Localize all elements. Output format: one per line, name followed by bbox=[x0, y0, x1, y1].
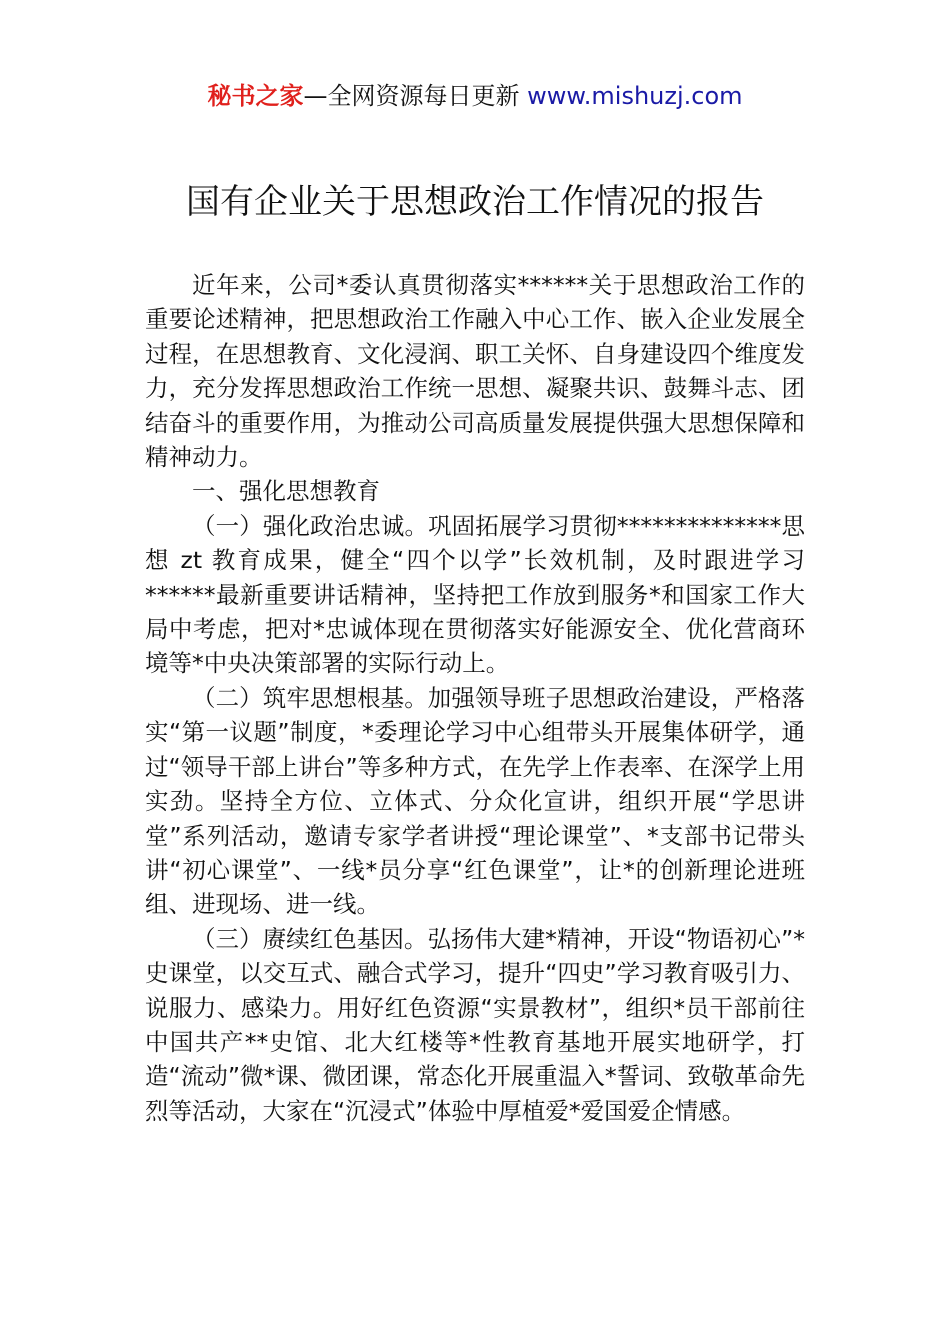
document-title: 国有企业关于思想政治工作情况的报告 bbox=[186, 182, 764, 222]
site-header bbox=[0, 80, 950, 112]
body-paragraph: （三）赓续红色基因。弘扬伟大建*精神，开设“物语初心”*史课堂，以交互式、融合式学习，提升“四史”学习教育吸引力、说服力、感染力。用好红色资源“实景教材”，组织*员干部前往中国共产**史馆、北大红楼等*性教育基地开展实地研学，打造“流动”微*课、微团课，常态化开展重温入*誓词、致敬革命先烈等活动，大家在“沉浸式”体验中厚植爱*爱国爱企情感。 bbox=[145, 924, 805, 1125]
header-tagline: —全网资源每日更新 bbox=[303, 82, 528, 110]
body-paragraph: （二）筑牢思想根基。加强领导班子思想政治建设，严格落实“第一议题”制度，*委理论学习中心组带头开展集体研学，通过“领导干部上讲台”等多种方式，在先学上作表率、在深学上用实劲。坚持全方位、立体式、分众化宣讲，组织开展“学思讲堂”系列活动，邀请专家学者讲授“理论课堂”、*支部书记带头讲“初心课堂”、一线*员分享“红色课堂”，让*的创新理论进班组、进现场、进一线。 bbox=[145, 683, 805, 919]
brand-name: 秘书之家 bbox=[207, 82, 304, 110]
section-heading: 一、强化思想教育 bbox=[192, 477, 380, 506]
body-paragraph: （一）强化政治忠诚。巩固拓展学习贯彻**************思想 zt 教育成果，健全“四个以学”长效机制，及时跟进学习******最新重要讲话精神，坚持把工作放到服务*和国家工作大局中考虑，把对*忠诚体现在贯彻落实好能源安全、优化营商环境等*中央决策部署的实际行动上。 bbox=[145, 511, 805, 678]
site-url: www.mishuzj.com bbox=[527, 82, 743, 110]
document-body bbox=[145, 268, 805, 1128]
intro-paragraph: 近年来，公司*委认真贯彻落实******关于思想政治工作的重要论述精神，把思想政治工作融入中心工作、嵌入企业发展全过程，在思想教育、文化浸润、职工关怀、自身建设四个维度发力，充分发挥思想政治工作统一思想、凝聚共识、鼓舞斗志、团结奋斗的重要作用，为推动公司高质量发展提供强大思想保障和精神动力。 bbox=[145, 271, 805, 472]
